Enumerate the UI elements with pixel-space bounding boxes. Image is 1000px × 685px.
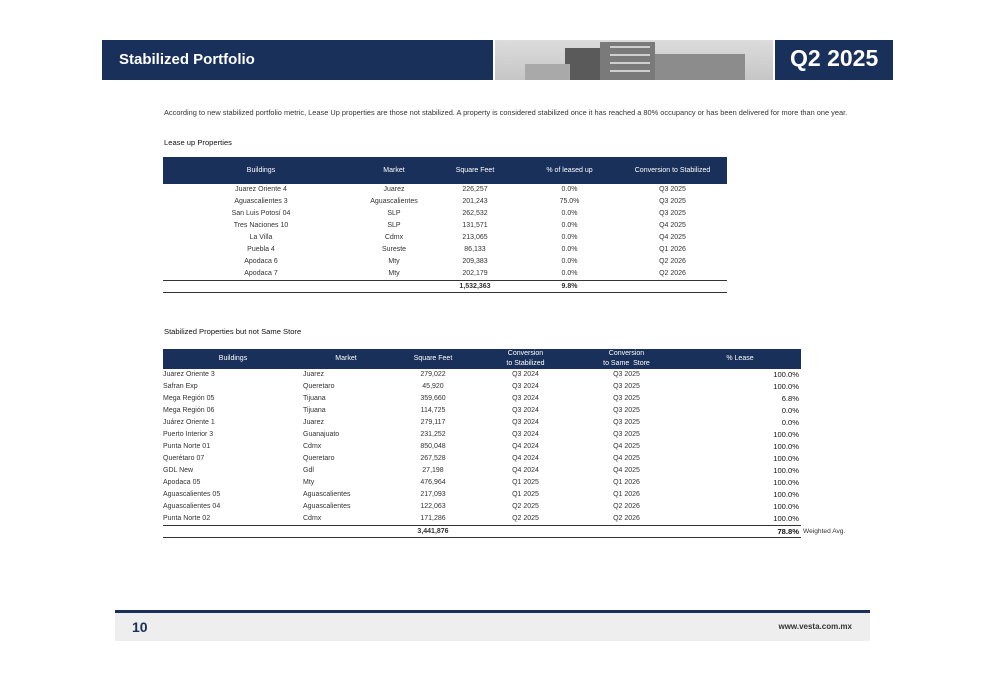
- weighted-avg-label: Weighted Avg.: [803, 528, 846, 535]
- footer: [115, 610, 870, 641]
- table-cell: Q3 2025: [659, 186, 686, 193]
- table-cell: SLP: [387, 222, 401, 229]
- table-cell: 114,725: [420, 407, 446, 414]
- table-cell: 100.0%: [773, 430, 799, 439]
- table-cell: 0.0%: [781, 406, 799, 415]
- website-link[interactable]: www.vesta.com.mx: [778, 622, 852, 631]
- table-row: [163, 405, 801, 417]
- col-conversion-stabilized: [477, 349, 574, 369]
- table-cell: Safran Exp: [163, 383, 198, 390]
- table-cell: 100.0%: [773, 514, 799, 523]
- table-cell: Q3 2025: [613, 419, 640, 426]
- lease-up-table: [163, 157, 727, 293]
- table-cell: Q4 2024: [512, 455, 539, 462]
- table-cell: 0.0%: [561, 246, 578, 253]
- col-conversion: Conversion to Stabilized: [618, 157, 727, 184]
- table-row: [163, 220, 727, 232]
- table-cell: 213,065: [462, 234, 488, 241]
- table-cell: 100.0%: [773, 490, 799, 499]
- table-cell: Aguascalientes: [370, 198, 418, 205]
- table-row: [163, 232, 727, 244]
- table-cell: Q2 2026: [659, 258, 686, 265]
- table-row: [163, 513, 801, 526]
- table-cell: 100.0%: [773, 466, 799, 475]
- table-row: [163, 477, 801, 489]
- table-cell: Q4 2025: [613, 467, 640, 474]
- title-panel: [102, 40, 493, 80]
- table-cell: Q3 2024: [512, 371, 539, 378]
- table-cell: 100.0%: [773, 478, 799, 487]
- table-cell: Cdmx: [303, 443, 322, 450]
- table-cell: Querétaro 07: [163, 455, 205, 462]
- table-cell: Aguascalientes 05: [163, 491, 221, 498]
- table-cell: Sureste: [381, 246, 407, 253]
- table-cell: Q3 2025: [659, 198, 686, 205]
- table-cell: Q4 2025: [659, 234, 686, 241]
- table-cell: 27,198: [422, 467, 444, 474]
- table-cell: 0.0%: [561, 210, 578, 217]
- table-cell: GDL New: [163, 467, 194, 474]
- table-cell: 359,660: [420, 395, 446, 402]
- table-cell: 267,528: [420, 455, 446, 462]
- table-row: [163, 369, 801, 381]
- header-banner: [102, 40, 893, 80]
- table-cell: San Luis Potosí 04: [231, 210, 291, 217]
- table-cell: La Villa: [249, 234, 273, 241]
- table-cell: 0.0%: [561, 186, 578, 193]
- table-cell: SLP: [387, 210, 401, 217]
- table-cell: 209,383: [462, 258, 488, 265]
- table-cell: Q4 2025: [613, 443, 640, 450]
- table-cell: [303, 526, 389, 538]
- table-cell: Gdl: [303, 467, 314, 474]
- total-lease: 78.8%: [679, 526, 801, 538]
- table-cell: 202,179: [462, 270, 488, 277]
- col-buildings: Buildings: [163, 349, 303, 369]
- table-row: [163, 465, 801, 477]
- table-cell: Punta Norte 01: [163, 443, 211, 450]
- table-cell: 6.8%: [781, 394, 799, 403]
- table-cell: Puebla 4: [247, 246, 275, 253]
- table-cell: 201,243: [462, 198, 488, 205]
- table-cell: 0.0%: [561, 258, 578, 265]
- table-cell: Queretaro: [303, 455, 335, 462]
- table-cell: 100.0%: [773, 454, 799, 463]
- conv-stab-line1: Conversion: [507, 350, 544, 357]
- table-row: [163, 417, 801, 429]
- total-row: [163, 281, 727, 293]
- total-square-feet: 1,532,363: [429, 281, 521, 293]
- col-conversion-same-store: [574, 349, 679, 369]
- table-cell: Q2 2026: [659, 270, 686, 277]
- page-number: 10: [132, 619, 148, 635]
- table-row: [163, 196, 727, 208]
- table-cell: Q1 2025: [512, 479, 539, 486]
- table-cell: 100.0%: [773, 382, 799, 391]
- table-cell: Q3 2024: [512, 419, 539, 426]
- table-cell: Apodaca 05: [163, 479, 201, 486]
- table-cell: 0.0%: [561, 270, 578, 277]
- table-header-row: [163, 157, 727, 184]
- col-market: Market: [303, 349, 389, 369]
- table-cell: 171,286: [420, 515, 446, 522]
- table-cell: 476,964: [420, 479, 446, 486]
- table-header-row: [163, 349, 801, 369]
- table-cell: Q2 2025: [512, 503, 539, 510]
- table-cell: 850,048: [420, 443, 446, 450]
- quarter-panel: [775, 40, 893, 80]
- table-cell: 131,571: [462, 222, 488, 229]
- conv-same-line1: Conversion: [608, 350, 645, 357]
- col-buildings: Buildings: [163, 157, 359, 184]
- col-market: Market: [359, 157, 429, 184]
- table-cell: Juarez Oriente 4: [235, 186, 287, 193]
- col-lease: % Lease: [679, 349, 801, 369]
- table-cell: Q4 2024: [512, 443, 539, 450]
- table-row: [163, 441, 801, 453]
- table-cell: Mega Región 06: [163, 407, 215, 414]
- table-row: [163, 489, 801, 501]
- table-cell: 262,532: [462, 210, 488, 217]
- table-cell: Q1 2025: [512, 491, 539, 498]
- table-cell: [477, 526, 574, 538]
- table-cell: Q3 2024: [512, 383, 539, 390]
- lease-up-title: Lease up Properties: [164, 138, 232, 147]
- table-cell: 75.0%: [559, 198, 580, 205]
- table-cell: 226,257: [462, 186, 488, 193]
- table-cell: 231,252: [420, 431, 446, 438]
- table-cell: Guanajuato: [303, 431, 340, 438]
- table-cell: 100.0%: [773, 442, 799, 451]
- total-leased: 9.8%: [521, 281, 618, 293]
- col-square-feet: Square Feet: [429, 157, 521, 184]
- table-cell: Juarez: [303, 419, 325, 426]
- table-cell: Q1 2026: [613, 479, 640, 486]
- table-cell: Mty: [388, 258, 400, 265]
- table-row: [163, 453, 801, 465]
- table-cell: Juárez Oriente 1: [163, 419, 215, 426]
- table-cell: Punta Norte 02: [163, 515, 211, 522]
- table-cell: Q1 2026: [659, 246, 686, 253]
- table-row: [163, 208, 727, 220]
- table-cell: [359, 281, 429, 293]
- table-cell: Tijuana: [303, 407, 326, 414]
- table-cell: Aguascalientes: [303, 491, 351, 498]
- table-cell: 122,063: [420, 503, 446, 510]
- table-cell: Q3 2025: [613, 431, 640, 438]
- conv-stab-line2: to Stabilized: [506, 360, 545, 367]
- table-cell: [163, 526, 303, 538]
- table-cell: Aguascalientes 04: [163, 503, 221, 510]
- table-cell: Q3 2025: [613, 395, 640, 402]
- table-cell: Q2 2025: [512, 515, 539, 522]
- table-cell: Aguascalientes 3: [234, 198, 288, 205]
- stabilized-title: Stabilized Properties but not Same Store: [164, 327, 302, 336]
- table-cell: Mty: [303, 479, 315, 486]
- total-square-feet: 3,441,876: [389, 526, 477, 538]
- table-cell: Q4 2024: [512, 467, 539, 474]
- table-cell: Q3 2025: [659, 210, 686, 217]
- table-cell: Q3 2024: [512, 431, 539, 438]
- col-square-feet: Square Feet: [389, 349, 477, 369]
- table-cell: Tres Naciones 10: [233, 222, 289, 229]
- table-row: [163, 268, 727, 281]
- table-cell: Juarez Oriente 3: [163, 371, 215, 378]
- table-row: [163, 244, 727, 256]
- table-row: [163, 256, 727, 268]
- table-row: [163, 501, 801, 513]
- intro-text: According to new stabilized portfolio metric, Lease Up properties are those not stabilized. A property is considered stabilized once it has reached a 80% occupancy or has been delivered for more than one year.: [164, 108, 848, 117]
- table-cell: Q3 2025: [613, 383, 640, 390]
- table-row: [163, 393, 801, 405]
- table-cell: 279,117: [420, 419, 446, 426]
- building-photo: [495, 40, 773, 80]
- table-cell: Queretaro: [303, 383, 335, 390]
- table-row: [163, 381, 801, 393]
- page-title: Stabilized Portfolio: [119, 51, 255, 68]
- table-cell: Juarez: [383, 186, 405, 193]
- table-cell: Puerto Interior 3: [163, 431, 214, 438]
- table-cell: [618, 281, 727, 293]
- table-cell: Apodaca 6: [244, 258, 278, 265]
- table-cell: 100.0%: [773, 502, 799, 511]
- table-cell: 0.0%: [561, 234, 578, 241]
- table-cell: Cdmx: [303, 515, 322, 522]
- total-row: [163, 526, 801, 538]
- stabilized-table: [163, 349, 801, 538]
- table-cell: 45,920: [422, 383, 444, 390]
- table-cell: [163, 281, 359, 293]
- table-cell: Mega Región 05: [163, 395, 215, 402]
- table-cell: [574, 526, 679, 538]
- table-cell: Cdmx: [384, 234, 404, 241]
- conv-same-line2: to Same Store: [603, 360, 650, 367]
- table-cell: Q3 2024: [512, 407, 539, 414]
- table-cell: 86,133: [464, 246, 486, 253]
- table-cell: Juarez: [303, 371, 325, 378]
- table-row: [163, 184, 727, 196]
- table-cell: 0.0%: [561, 222, 578, 229]
- col-leased-up: % of leased up: [521, 157, 618, 184]
- table-row: [163, 429, 801, 441]
- table-cell: Mty: [388, 270, 400, 277]
- table-cell: Q2 2026: [613, 503, 640, 510]
- table-cell: 279,022: [420, 371, 446, 378]
- table-cell: 0.0%: [781, 418, 799, 427]
- table-cell: 217,093: [420, 491, 446, 498]
- table-cell: Q2 2026: [613, 515, 640, 522]
- table-cell: Apodaca 7: [244, 270, 278, 277]
- table-cell: Tijuana: [303, 395, 326, 402]
- quarter-label: Q2 2025: [790, 45, 879, 71]
- table-cell: Q1 2026: [613, 491, 640, 498]
- table-cell: Aguascalientes: [303, 503, 351, 510]
- table-cell: Q3 2025: [613, 371, 640, 378]
- table-cell: Q4 2025: [659, 222, 686, 229]
- table-cell: Q3 2025: [613, 407, 640, 414]
- table-cell: 100.0%: [773, 370, 799, 379]
- table-cell: Q4 2025: [613, 455, 640, 462]
- table-cell: Q3 2024: [512, 395, 539, 402]
